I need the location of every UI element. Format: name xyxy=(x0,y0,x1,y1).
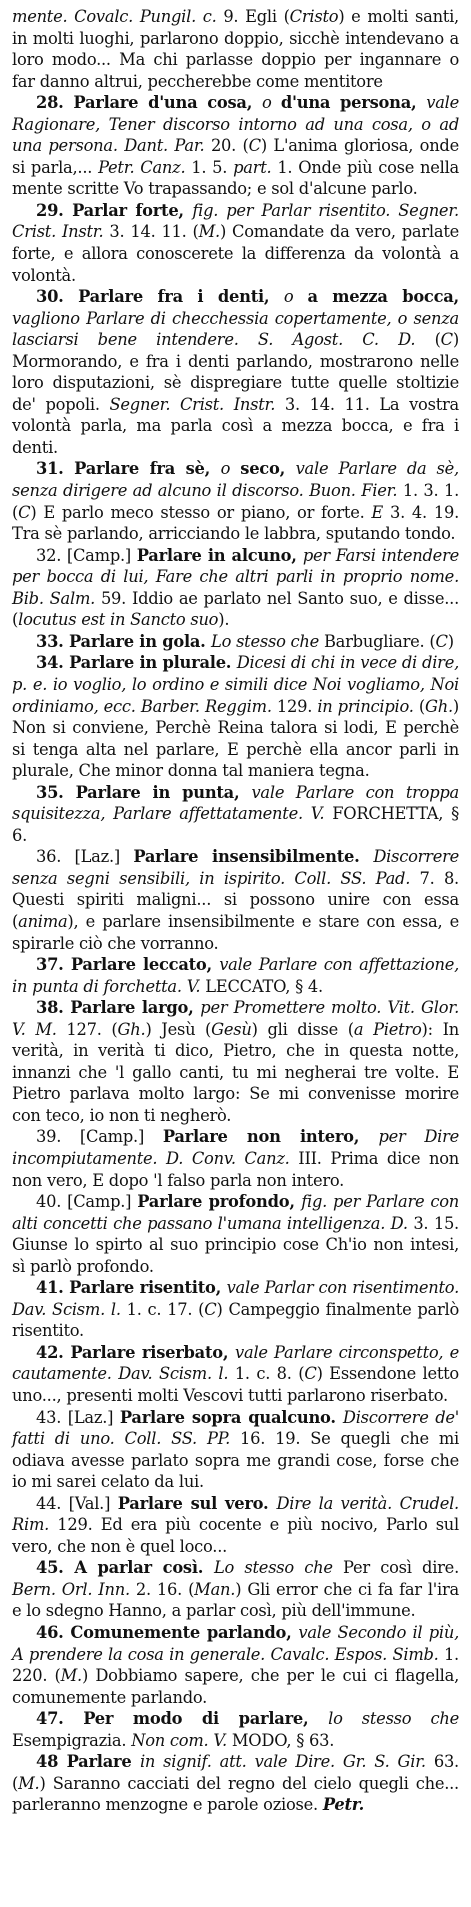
entry-headword: 37. Parlare leccato, xyxy=(36,955,220,975)
entry-italic-text: M. xyxy=(198,222,220,242)
entry-headword: 28. Parlare d'una cosa, xyxy=(36,93,262,113)
dictionary-entry xyxy=(12,458,459,544)
entry-text: 3. 14. 11. ( xyxy=(109,222,199,242)
entry-text: ) Mormorando, e fra i denti parlando, mostrarono nelle loro disputazioni, sè dispregiare tutte quelle stoltizie de' popoli. xyxy=(12,330,459,414)
entry-text: 1. c. 8. ( xyxy=(234,1364,305,1384)
dictionary-entry xyxy=(12,1126,459,1191)
dictionary-entry xyxy=(12,997,459,1126)
entry-text: 9. Egli ( xyxy=(223,7,290,26)
entry-text: 44. [Val.] xyxy=(36,1493,118,1513)
entry-headword: 34. Parlare in plurale. xyxy=(36,653,237,673)
entry-text: 43. [Laz.] xyxy=(36,1407,120,1427)
entry-text: 1. Onde più cose nella mente scritte Vo trapassando; e sol d'alcune parlo. xyxy=(12,157,459,199)
entry-headword: Parlare sopra qualcuno. xyxy=(119,1407,343,1427)
entry-italic-text: C xyxy=(248,136,261,156)
entry-headword: 48 Parlare xyxy=(36,1752,140,1772)
entry-text: 20. ( xyxy=(210,136,249,156)
dictionary-entry xyxy=(12,1708,459,1751)
entry-italic-text: per Dire incompiutamente. D. Conv. Canz. xyxy=(12,1127,459,1168)
entry-italic-text: Gh. xyxy=(117,1019,146,1039)
dictionary-entry xyxy=(12,846,459,954)
entry-headword: 47. Per modo di parlare, xyxy=(36,1709,329,1729)
entry-headword: d'una persona, xyxy=(280,93,427,113)
dictionary-entry xyxy=(12,1622,459,1708)
dictionary-entry xyxy=(12,286,459,458)
entry-text: ) E parlo meco stesso or piano, or forte. xyxy=(30,502,372,522)
entry-headword: 29. Parlar forte, xyxy=(36,200,193,220)
entry-italic-text: C xyxy=(440,330,453,350)
dictionary-entry xyxy=(12,954,459,997)
entry-text: ) Saranno cacciati del regno del cielo quegli che... parleranno menzogne e parole oziose. xyxy=(12,1773,459,1815)
entry-text: 39. [Camp.] xyxy=(36,1127,163,1147)
entry-italic-text: Cristo xyxy=(289,7,339,26)
entry-headword: 45. A parlar così. xyxy=(36,1558,214,1578)
entry-text: MODO, § 63. xyxy=(231,1730,335,1750)
entry-text: ) Campeggio finalmente parlò risentito. xyxy=(12,1299,459,1341)
entry-text: 3. 4. 19. Tra sè parlando, arricciando le labbra, sputando tondo. xyxy=(12,502,460,544)
dictionary-entry xyxy=(12,652,459,781)
entry-italic-text: a Pietro xyxy=(353,1019,422,1039)
entry-italic-text: E xyxy=(371,502,390,522)
entry-italic-text: per Farsi intendere per bocca di lui, Fare che altri parli in proprio nome. Bib. Salm. xyxy=(12,545,459,608)
dictionary-entry xyxy=(12,1493,459,1558)
entry-text: ( xyxy=(418,696,425,716)
entry-text: 1. 220. ( xyxy=(12,1644,459,1686)
entry-text: 63. ( xyxy=(12,1752,459,1793)
entry-italic-text: anima xyxy=(18,911,68,931)
entry-text: 36. [Laz.] xyxy=(36,847,134,867)
entry-italic-text: C xyxy=(204,1299,217,1319)
entry-text: 7. 8. Questi spiriti maligni... si possono unire con essa ( xyxy=(12,868,459,931)
entry-text: Per così dire. xyxy=(343,1558,459,1578)
entry-headword: Parlare sul vero. xyxy=(117,1493,277,1513)
entry-headword: a mezza bocca, xyxy=(307,287,459,307)
entry-text: FORCHETTA, § 6. xyxy=(12,804,459,845)
entry-italic-text: Petr. Canz. xyxy=(98,157,192,177)
entry-text: 1. 5. xyxy=(191,157,234,177)
entry-italic-text: vale Parlare da sè, senza dirigere ad alcuno il discorso. Buon. Fier. xyxy=(12,459,459,501)
entry-italic-text: locutus est in Sancto suo xyxy=(18,610,219,630)
entry-text: ) Comandate da vero, parlate forte, e allora conoscerete la differenza da volontà a volontà. xyxy=(12,222,460,285)
dictionary-entry xyxy=(12,1751,459,1816)
entry-headword: Parlare in alcuno, xyxy=(136,545,303,565)
entry-italic-text: Lo stesso che xyxy=(211,631,324,651)
entry-text: 32. [Camp.] xyxy=(36,545,137,565)
entry-italic-text: C xyxy=(18,502,31,522)
entry-italic-text: Bern. Orl. Inn. xyxy=(12,1579,136,1599)
dictionary-entry xyxy=(12,1407,459,1493)
entry-text: ) xyxy=(447,631,454,651)
entry-text: Petr. xyxy=(322,1795,365,1815)
entry-italic-text: in principio. xyxy=(317,696,419,716)
entry-text: 2. 16. ( xyxy=(135,1579,195,1599)
entry-text: 3. 14. 11. La vostra volontà parla, ma parla così a mezza bocca, e fra i denti. xyxy=(12,394,459,457)
entry-headword: 46. Comunemente parlando, xyxy=(36,1623,299,1643)
entry-italic-text: per Promettere molto. Vit. Glor. V. M. xyxy=(12,998,459,1039)
entry-italic-text: Lo stesso che xyxy=(214,1558,344,1578)
entry-italic-text: part. xyxy=(233,157,278,177)
entry-text: 16. 19. Se quegli che mi odiava avesse parlato sopra me grandi cose, forse che io mi sarei celato da lui. xyxy=(12,1429,459,1492)
entry-headword: 30. Parlare fra i denti, xyxy=(36,287,284,307)
entry-text: ) L'anima gloriosa, onde si parla,... xyxy=(12,136,459,177)
dictionary-column xyxy=(12,6,459,1816)
entry-headword: 35. Parlare in punta, xyxy=(36,782,252,802)
entry-headword: 41. Parlare risentito, xyxy=(36,1278,227,1298)
entry-text: ) Gli error che ci fa far l'ira e lo sdegno Hanno, a parlar così, più dell'immune. xyxy=(12,1579,459,1621)
entry-italic-text: vale Parlare con troppa squisitezza, Parlare affettatamente. V. xyxy=(12,782,460,824)
dictionary-entry xyxy=(12,92,459,200)
entry-italic-text: vagliono Parlare di checchessia copertamente, o senza lasciarsi bene intendere. S. Agost. C. D. xyxy=(12,308,459,350)
dictionary-entry xyxy=(12,1191,459,1277)
entry-italic-text: fig. per Parlare con alti concetti che passano l'umana intelligenza. D. xyxy=(12,1192,460,1233)
entry-text: Esempigrazia. xyxy=(12,1730,132,1750)
entry-text: ) Non si conviene, Perchè Reina talora si lodi, E perchè si tenga alta nel parlare, E perchè ella ancor parli in plurale, Che minor donna tal maniera tegna. xyxy=(12,696,459,781)
entry-italic-text: C xyxy=(435,631,448,651)
entry-text: Barbugliare. ( xyxy=(323,631,436,651)
entry-text: ) e molti santi, in molti luoghi, parlarono doppio, sicchè intendevano a loro modo... Ma chi parlasse doppio per ingannare o far danno altrui, peccherebbe come mentitore xyxy=(12,7,459,91)
entry-italic-text: Gesù xyxy=(211,1019,252,1039)
entry-text: ) Jesù ( xyxy=(145,1019,212,1039)
entry-continuation xyxy=(12,6,459,92)
entry-italic-text: in signif. att. vale Dire. Gr. S. Gir. xyxy=(139,1752,434,1772)
entry-headword: 38. Parlare largo, xyxy=(36,998,201,1018)
entry-text: 1. c. 17. ( xyxy=(126,1299,205,1319)
entry-text: LECCATO, § 4. xyxy=(205,976,323,996)
entry-italic-text: mente. Covalc. Pungil. c. xyxy=(12,7,224,26)
entry-text: ): In verità, in verità ti dico, Pietro, che in questa notte, innanzi che 'l gallo canti, tu mi negherai tre volte. E Pietro parlava molto largo: Se mi convenisse morire con teco, io non ti negherò. xyxy=(12,1019,460,1125)
entry-italic-text: o xyxy=(261,93,281,113)
entry-headword: Parlare non intero, xyxy=(162,1127,379,1147)
entry-italic-text: vale Secondo il più, A prendere la cosa in generale. Cavalc. Espos. Simb. xyxy=(12,1623,459,1664)
entry-italic-text: lo stesso che xyxy=(328,1709,459,1729)
entry-italic-text: Man. xyxy=(194,1579,236,1599)
entry-text: 129. xyxy=(276,696,318,716)
entry-italic-text: vale Ragionare, Tener discorso intorno ad una cosa, o ad una persona. Dant. Par. xyxy=(12,93,459,156)
entry-text: ( xyxy=(434,330,441,350)
entry-italic-text: o xyxy=(220,459,241,479)
dictionary-entry xyxy=(12,631,459,653)
dictionary-entry xyxy=(12,1342,459,1407)
entry-headword: 33. Parlare in gola. xyxy=(36,631,212,651)
dictionary-entry xyxy=(12,782,459,847)
entry-text: ). xyxy=(218,610,230,630)
entry-text: ), e parlare insensibilmente e stare con essa, e spirarle ciò che vorranno. xyxy=(12,911,459,953)
entry-headword: 31. Parlare fra sè, xyxy=(36,459,221,479)
entry-text: 1. 3. 1. ( xyxy=(12,481,459,522)
dictionary-entry xyxy=(12,1557,459,1622)
entry-italic-text: vale Parlar con risentimento. Dav. Scism. l. xyxy=(12,1278,459,1319)
entry-italic-text: M. xyxy=(60,1666,82,1686)
entry-text: 127. ( xyxy=(66,1019,118,1039)
entry-headword: Parlare profondo, xyxy=(137,1192,302,1212)
entry-italic-text: vale Parlare con affettazione, in punta di forchetta. V. xyxy=(12,955,460,996)
entry-italic-text: Non com. V. xyxy=(131,1730,232,1750)
entry-text: 129. Ed era più cocente e più nocivo, Parlo sul vero, che non è quel loco... xyxy=(12,1515,459,1556)
entry-text: 59. Iddio ae parlato nel Santo suo, e disse... ( xyxy=(12,588,459,630)
entry-text: III. Prima dice non non vero, E dopo 'l falso parla non intero. xyxy=(12,1148,459,1190)
dictionary-entry xyxy=(12,200,459,286)
entry-italic-text: C xyxy=(304,1364,317,1384)
dictionary-entry xyxy=(12,1277,459,1342)
entry-text: ) Dobbiamo sapere, che per le cui ci flagella, comunemente parlando. xyxy=(12,1666,459,1707)
entry-italic-text: Discorrere senza segni sensibili, in ispirito. Coll. SS. Pad. xyxy=(12,847,459,888)
entry-italic-text: M. xyxy=(18,1773,40,1793)
entry-italic-text: Gh. xyxy=(424,696,453,716)
dictionary-entry xyxy=(12,545,459,631)
entry-italic-text: Segner. Crist. Instr. xyxy=(109,394,285,414)
entry-italic-text: o xyxy=(283,287,308,307)
entry-italic-text: Dicesi di chi in vece di dire, p. e. io voglio, lo ordino e simili dice Noi vogliamo, Noi ordiniamo, ecc. Barber. Reggim. xyxy=(12,653,460,716)
entry-text: ) Essendone letto uno..., presenti molti Vescovi tutti parlarono riserbato. xyxy=(12,1364,459,1405)
entry-text: ) gli disse ( xyxy=(251,1019,354,1039)
entry-italic-text: vale Parlare circonspetto, e cautamente. Dav. Scism. l. xyxy=(12,1342,459,1384)
entry-headword: seco, xyxy=(240,459,296,479)
entry-headword: Parlare insensibilmente. xyxy=(133,847,374,867)
entry-italic-text: Discorrere de' fatti di uno. Coll. SS. PP. xyxy=(12,1407,459,1449)
entry-italic-text: fig. per Parlar risentito. Segner. Crist. Instr. xyxy=(12,200,459,242)
entry-italic-text: Dire la verità. Crudel. Rim. xyxy=(12,1493,459,1535)
entry-text: 3. 15. Giunse lo spirto al suo principio cose Ch'io non intesi, sì parlò profondo. xyxy=(12,1213,459,1276)
entry-headword: 42. Parlare riserbato, xyxy=(36,1342,236,1362)
entry-text: 40. [Camp.] xyxy=(36,1192,138,1212)
